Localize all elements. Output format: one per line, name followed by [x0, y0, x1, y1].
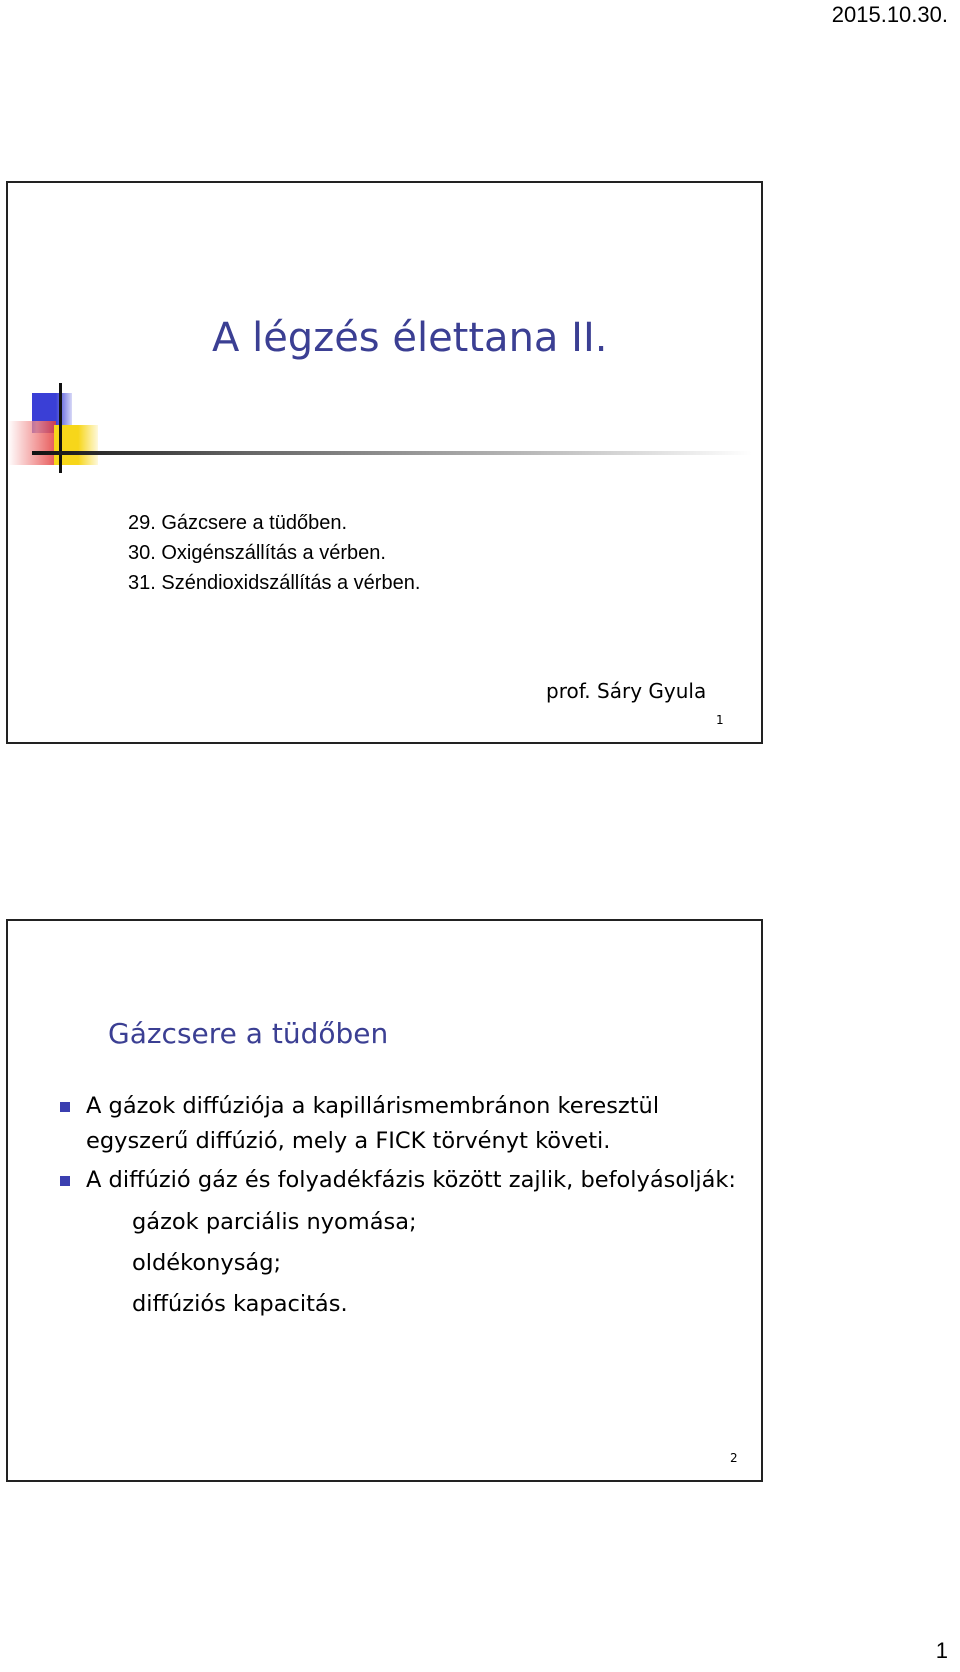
author-name: prof. Sáry Gyula [546, 679, 707, 703]
red-square [8, 421, 56, 465]
slide-title: A légzés élettana II. [212, 315, 608, 361]
vertical-rule [59, 383, 62, 473]
horizontal-rule [32, 451, 752, 455]
topic-list [128, 508, 420, 598]
page-date: 2015.10.30. [831, 2, 948, 27]
slide-title: Gázcsere a tüdőben [108, 1017, 389, 1050]
sub-item: oldékonyság; [132, 1250, 282, 1276]
decorative-squares-graphic [8, 383, 763, 473]
bullet-item [52, 1163, 752, 1198]
sub-item: gázok parciális nyomása; [132, 1209, 417, 1235]
topic-item: 29. Gázcsere a tüdőben. [128, 512, 348, 534]
bullet-item [52, 1089, 752, 1159]
slide-body [52, 1089, 752, 1325]
topic-item: 30. Oxigénszállítás a vérben. [128, 542, 386, 564]
slide-number: 1 [716, 713, 724, 727]
sub-item: diffúziós kapacitás. [132, 1291, 348, 1317]
bullet-text: A diffúzió gáz és folyadékfázis között zajlik, befolyásolják: [86, 1167, 737, 1193]
slide-number: 2 [730, 1451, 738, 1465]
square-bullet-icon [60, 1102, 70, 1112]
square-bullet-icon [60, 1176, 70, 1186]
topic-item: 31. Széndioxidszállítás a vérben. [128, 572, 421, 594]
slide-1 [6, 181, 763, 744]
page-number: 1 [935, 1638, 948, 1663]
slide-2 [6, 919, 763, 1482]
bullet-text: A gázok diffúziója a kapillárismembránon keresztül egyszerű diffúzió, mely a FICK törvényt követi. [86, 1093, 660, 1154]
